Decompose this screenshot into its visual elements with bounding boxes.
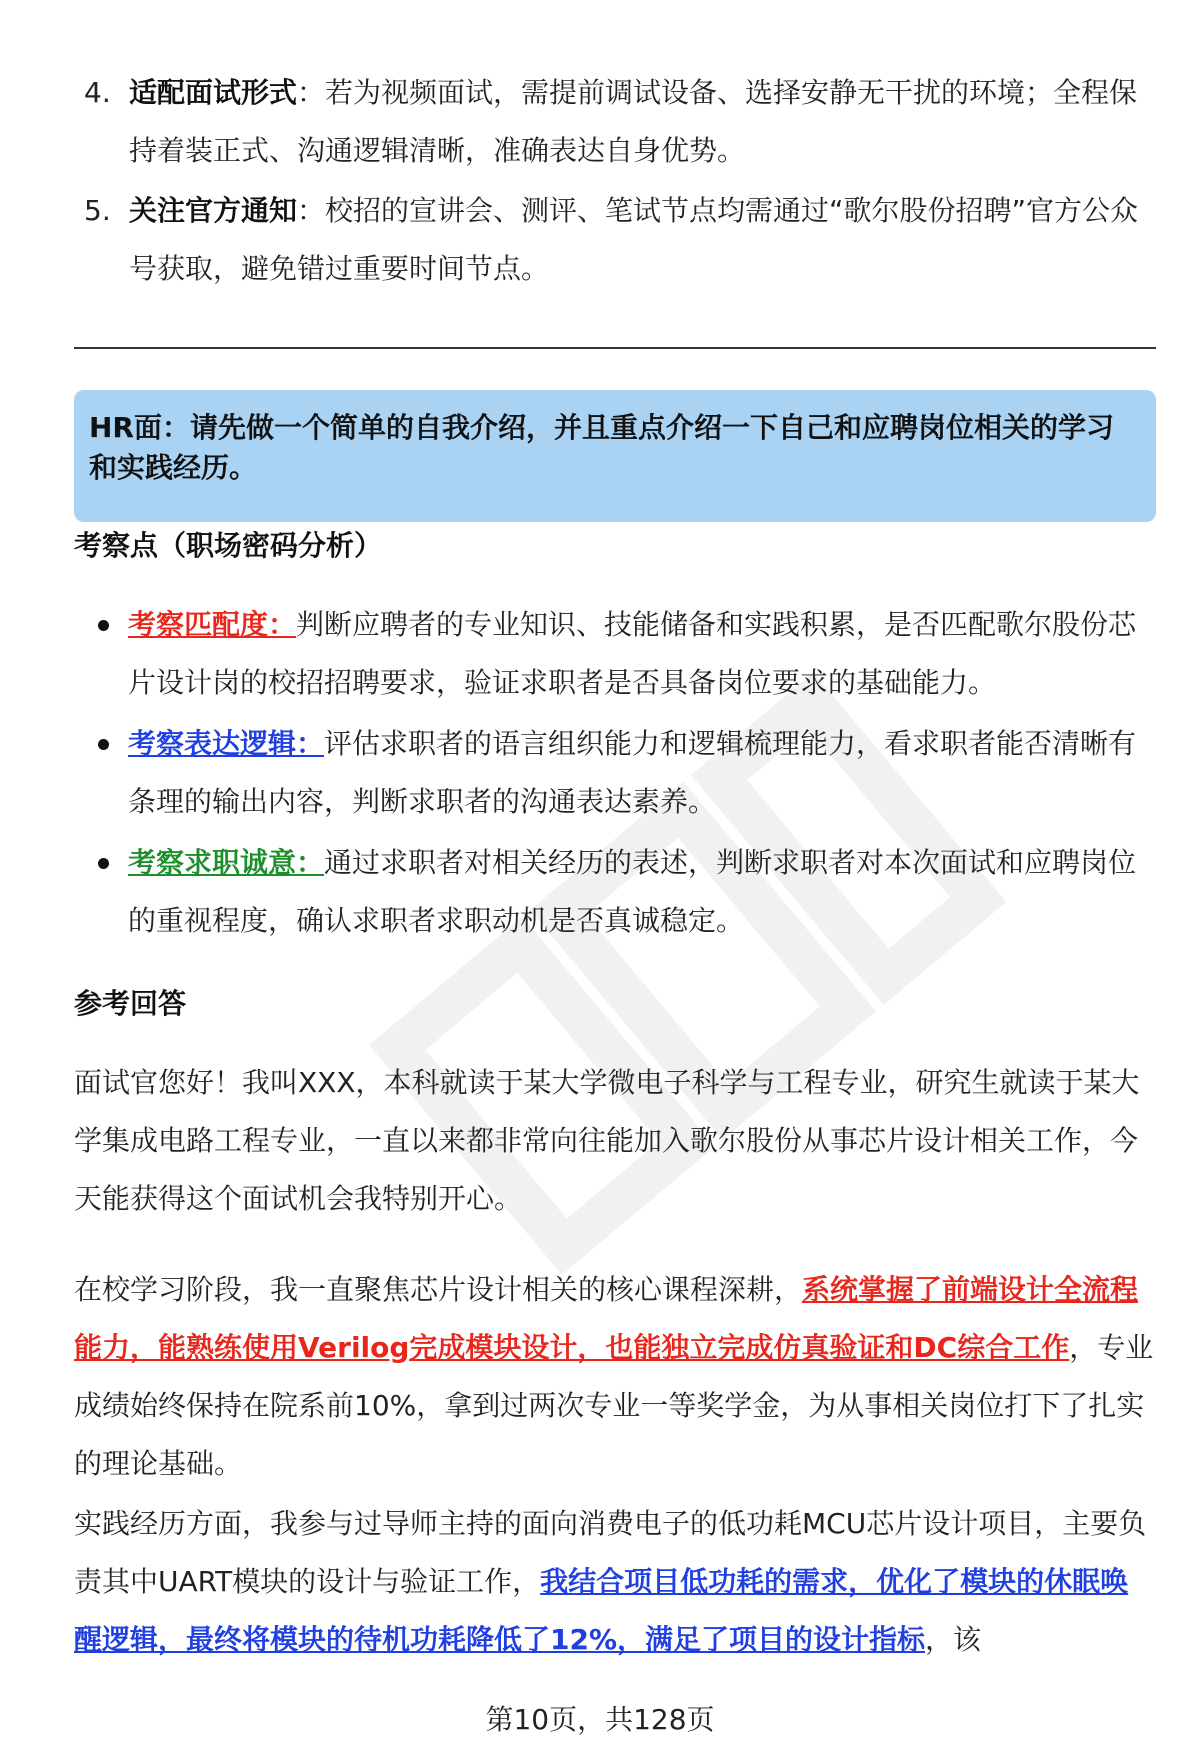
answer-paragraph-study bbox=[74, 1261, 1154, 1493]
paragraph-text: ，专业成绩始终保持在院系前10%，拿到过两次专业一等奖学金，为从事相关岗位打下了扎实的理论基础。 bbox=[74, 1331, 1154, 1480]
paragraph-text: 在校学习阶段，我一直聚焦芯片设计相关的核心课程深耕， bbox=[74, 1273, 803, 1306]
hr-question-text: HR面：请先做一个简单的自我介绍，并且重点介绍一下自己和应聘岗位相关的学习和实践经历。 bbox=[89, 411, 1114, 484]
page-footer: 第10页，共128页 bbox=[485, 1703, 715, 1736]
list-item-title: 适配面试形式 bbox=[129, 76, 298, 109]
section-title-answer: 参考回答 bbox=[74, 987, 187, 1020]
list-item bbox=[74, 182, 1144, 298]
point-item bbox=[74, 834, 1154, 950]
list-item-text: ：校招的宣讲会、测评、笔试节点均需通过“歌尔股份招聘”官方公众号获取，避免错过重要时间节点。 bbox=[129, 194, 1139, 285]
answer-paragraph-practice bbox=[74, 1495, 1154, 1669]
section-divider bbox=[74, 347, 1156, 349]
point-text: 通过求职者对相关经历的表述，判断求职者对本次面试和应聘岗位的重视程度，确认求职者求职动机是否真诚稳定。 bbox=[128, 846, 1137, 937]
paragraph-text: 面试官您好！我叫XXX，本科就读于某大学微电子科学与工程专业，研究生就读于某大学集成电路工程专业，一直以来都非常向往能加入歌尔股份从事芯片设计相关工作，今天能获得这个面试机会我特别开心。 bbox=[74, 1066, 1140, 1215]
paragraph-text: 实践经历方面，我参与过导师主持的面向消费电子的低功耗MCU芯片设计项目，主要负责其中UART模块的设计与验证工作， bbox=[74, 1507, 1147, 1598]
point-keyword: 考察求职诚意： bbox=[128, 846, 325, 879]
point-item bbox=[74, 596, 1154, 712]
points-list bbox=[74, 596, 1154, 953]
highlight-text: 我结合项目低功耗的需求，优化了模块的休眠唤醒逻辑，最终将模块的待机功耗降低了12%，满足了项目的设计指标 bbox=[74, 1565, 1129, 1656]
hr-question-box bbox=[74, 390, 1156, 522]
section-title-points: 考察点（职场密码分析） bbox=[74, 529, 383, 562]
point-text: 判断应聘者的专业知识、技能储备和实践积累，是否匹配歌尔股份芯片设计岗的校招招聘要求，验证求职者是否具备岗位要求的基础能力。 bbox=[128, 608, 1137, 699]
point-keyword: 考察匹配度： bbox=[128, 608, 297, 641]
point-item bbox=[74, 715, 1154, 831]
list-number: 5. bbox=[84, 194, 111, 227]
highlight-text: 系统掌握了前端设计全流程能力，能熟练使用Verilog完成模块设计，也能独立完成仿真验证和DC综合工作 bbox=[74, 1273, 1139, 1364]
bullet-dot bbox=[98, 739, 109, 750]
list-number: 4. bbox=[84, 76, 111, 109]
list-item bbox=[74, 64, 1144, 180]
bullet-dot bbox=[98, 858, 109, 869]
list-item-text: ：若为视频面试，需提前调试设备、选择安静无干扰的环境；全程保持着装正式、沟通逻辑清晰，准确表达自身优势。 bbox=[129, 76, 1138, 167]
list-item-title: 关注官方通知 bbox=[129, 194, 298, 227]
answer-paragraph-intro bbox=[74, 1054, 1154, 1228]
point-keyword: 考察表达逻辑： bbox=[128, 727, 325, 760]
paragraph-text: ，该 bbox=[925, 1623, 982, 1656]
tips-list bbox=[74, 64, 1144, 300]
point-text: 评估求职者的语言组织能力和逻辑梳理能力，看求职者能否清晰有条理的输出内容，判断求职者的沟通表达素养。 bbox=[128, 727, 1137, 818]
bullet-dot bbox=[98, 620, 109, 631]
